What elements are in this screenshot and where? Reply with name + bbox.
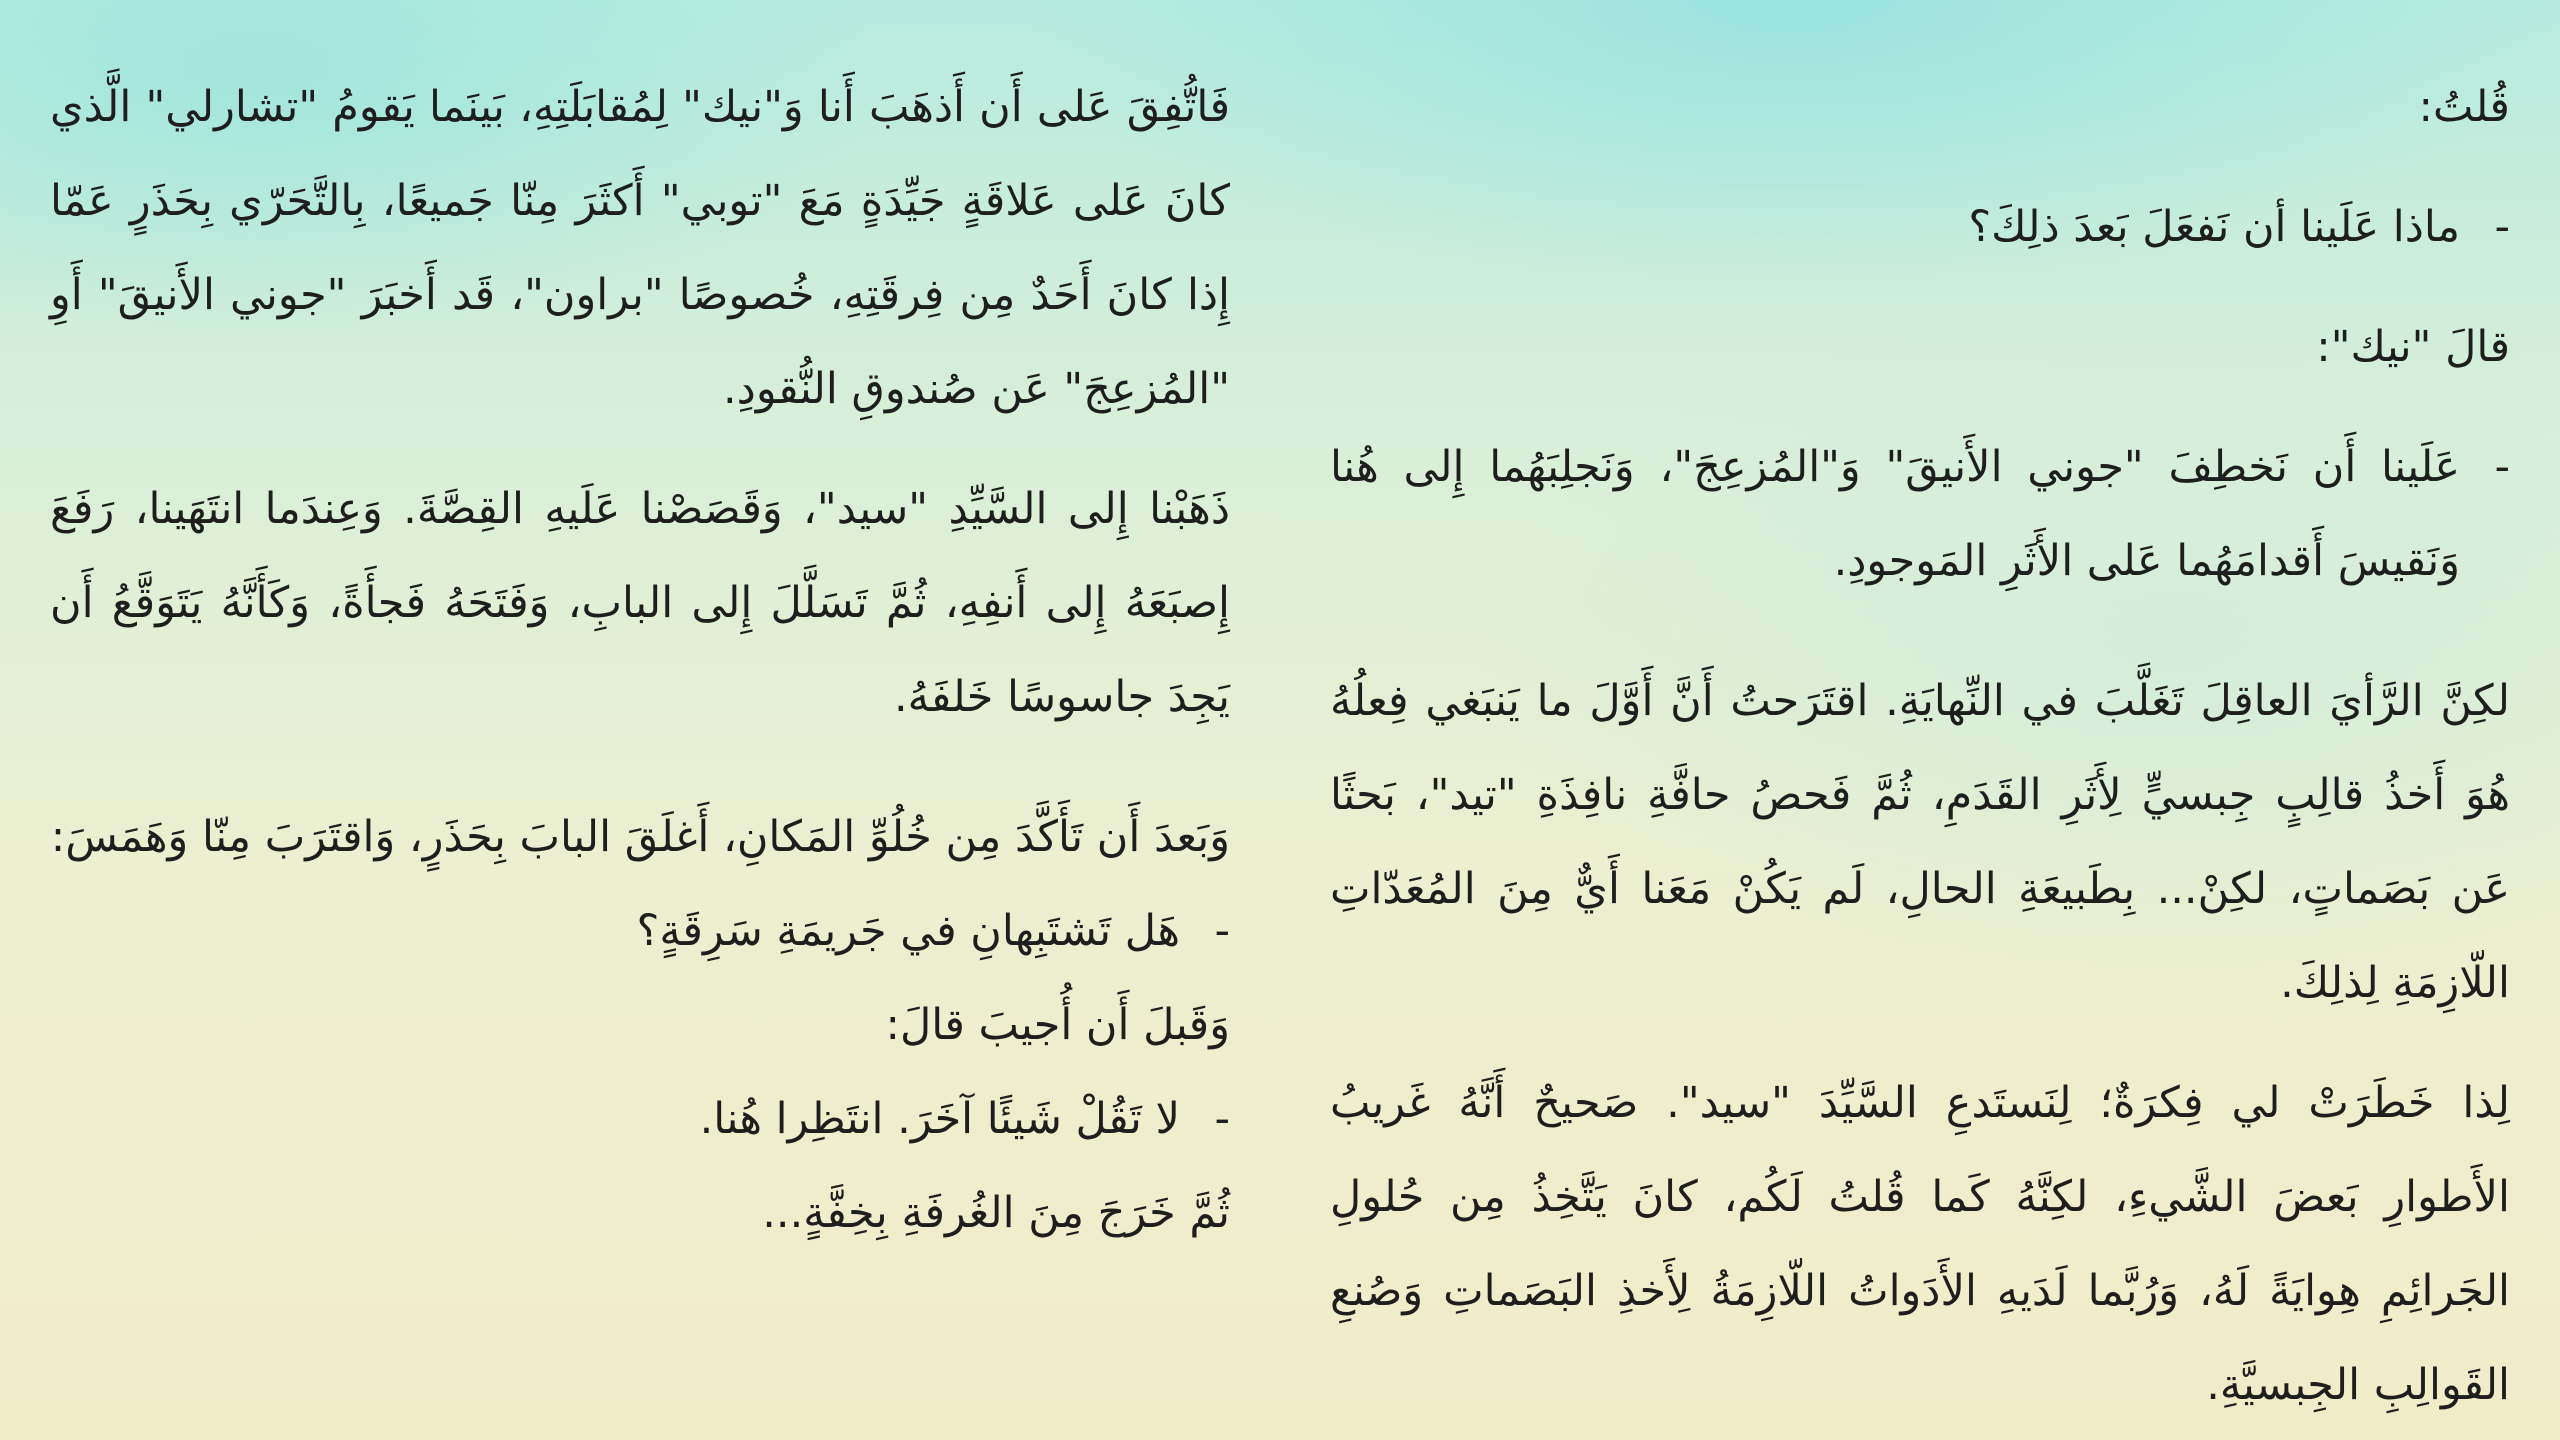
dialogue-line: - عَلَينا أَن نَخطِفَ "جوني الأَنيقَ" وَ"المُزعِجَ"، وَنَجلِبَهُما إِلى هُنا وَنَقيسَ أَقدامَهُما عَلى الأَثَرِ المَوجودِ. (1330, 420, 2510, 608)
paragraph: لِذا خَطَرَتْ لي فِكرَةٌ؛ لِنَستَدعِ السَّيِّدَ "سيد". صَحيحٌ أَنَّهُ غَريبُ الأَطوارِ بَعضَ الشَّيءِ، لكِنَّهُ كَما قُلتُ لَكُم، كانَ يَتَّخِذُ مِن حُلولِ الجَرائِمِ هِوايَةً لَهُ، وَرُبَّما لَدَيهِ الأَدَواتُ اللّازِمَةُ لِأَخذِ البَصَماتِ وَصُنعِ القَوالِبِ الجِبسيَّةِ. (1330, 1078, 2510, 1410)
paragraph: قالَ "نيك": (2316, 322, 2510, 372)
paragraph: فَاتُّفِقَ عَلى أَن أَذهَبَ أَنا وَ"نيك" لِمُقابَلَتِهِ، بَينَما يَقومُ "تشارلي" الَّذي كانَ عَلى عَلاقَةٍ جَيِّدَةٍ مَعَ "توبي" أَكثَرَ مِنّا جَميعًا، بِالتَّحَرّي بِحَذَرٍ عَمّا إِذا كانَ أَحَدٌ مِن فِرقَتِهِ، خُصوصًا "براون"، قَد أَخبَرَ "جوني الأَنيقَ" أَوِ "المُزعِجَ" عَن صُندوقِ النُّقودِ. (50, 82, 1230, 414)
paragraph: وَبَعدَ أَن تَأَكَّدَ مِن خُلُوِّ المَكانِ، أَغلَقَ البابَ بِحَذَرٍ، وَاقتَرَبَ مِنّا وَهَمَسَ: (50, 812, 1230, 862)
dialogue-line: - ماذا عَلَينا أن نَفعَلَ بَعدَ ذلِكَ؟ (1330, 180, 2510, 274)
dialogue-line: - لا تَقُلْ شَيئًا آخَرَ. انتَظِرا هُنا. (50, 1072, 1230, 1166)
left-page (50, 60, 1230, 1440)
paragraph: ذَهَبْنا إِلى السَّيِّدِ "سيد"، وَقَصَصْنا عَلَيهِ القِصَّةَ. وَعِندَما انتَهَينا، رَفَعَ إِصبَعَهُ إِلى أَنفِهِ، ثُمَّ تَسَلَّلَ إِلى البابِ، وَفَتَحَهُ فَجأَةً، وَكَأَنَّهُ يَتَوَقَّعُ أَن يَجِدَ جاسوسًا خَلفَهُ. (50, 484, 1230, 722)
right-page (1330, 60, 2510, 1440)
paragraph: لكِنَّ الرَّأيَ العاقِلَ تَغَلَّبَ في النِّهايَةِ. اقتَرَحتُ أَنَّ أَوَّلَ ما يَنبَغي فِعلُهُ هُوَ أَخذُ قالِبٍ جِبسيٍّ لِأَثَرِ القَدَمِ، ثُمَّ فَحصُ حافَّةِ نافِذَةِ "تيد"، بَحثًا عَن بَصَماتٍ، لكِنْ... بِطَبيعَةِ الحالِ، لَم يَكُنْ مَعَنا أَيٌّ مِنَ المُعَدّاتِ اللّازِمَةِ لِذلِكَ. (1330, 676, 2510, 1008)
dialogue-line: - هَل تَشتَبِهانِ في جَريمَةِ سَرِقَةٍ؟ (50, 884, 1230, 978)
paragraph: قُلتُ: (2418, 82, 2510, 132)
paragraph: وَقَبلَ أَن أُجيبَ قالَ: (885, 1000, 1230, 1050)
paragraph: ثُمَّ خَرَجَ مِنَ الغُرفَةِ بِخِفَّةٍ... (762, 1188, 1230, 1238)
